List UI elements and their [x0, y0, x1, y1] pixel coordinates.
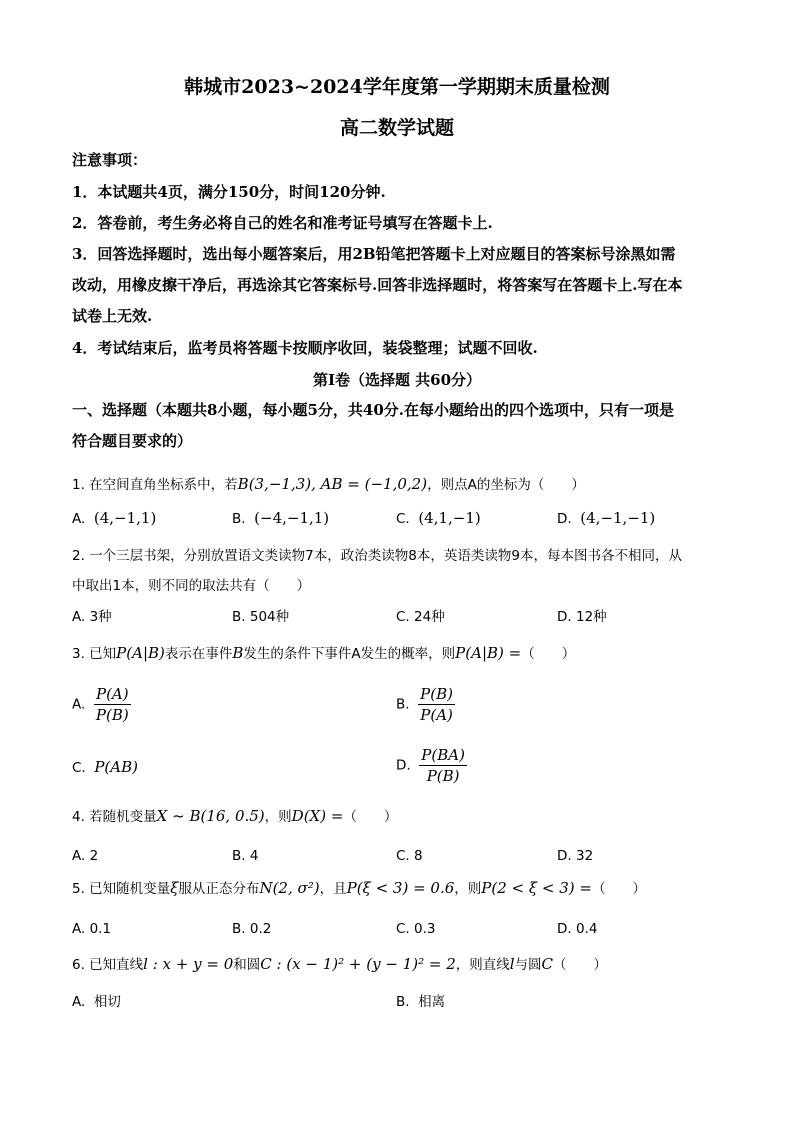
notice-item-4: 4．考试结束后，监考员将答题卡按顺序收回，装袋整理；试题不回收. — [72, 339, 538, 357]
notice-item-2: 2．答卷前，考生务必将自己的姓名和准考证号填写在答题卡上. — [72, 214, 493, 232]
q3-option-c: C. P(AB) — [72, 758, 138, 776]
q6-option-a: A. 相切 — [72, 994, 121, 1010]
q1-option-c: C. (4,1,−1) — [396, 509, 481, 527]
q5-option-a: A. 0.1 — [72, 921, 112, 937]
question-2: 2. 一个三层书架，分别放置语文类读物7本，政治类读物8本，英语类读物9本，每本图书各不相同，从 — [72, 548, 682, 564]
q3-option-d-fraction: $\frac{P(BA)}{P(B)}$ — [421, 746, 465, 785]
q6-option-b: B. 相离 — [396, 994, 446, 1010]
q3-option-b: B. $\frac{P(B)}{P(A)}$ — [396, 685, 453, 724]
q1-math: B(3,−1,3), AB = (−1,0,2) — [237, 475, 428, 493]
part1-heading: 第Ⅰ卷（选择题 共60分） — [312, 371, 482, 389]
notice-item-3-cont2: 试卷上无效. — [72, 307, 153, 325]
q2-option-b: B. 504种 — [232, 609, 290, 625]
q3-option-a-fraction: $\frac{P(A)}{P(B)}$ — [95, 685, 129, 724]
notice-item-1: 1．本试题共4页，满分150分，时间120分钟. — [72, 183, 386, 201]
notice-item-3: 3．回答选择题时，选出每小题答案后，用2B铅笔把答题卡上对应题目的答案标号涂黑如需 — [72, 245, 676, 263]
q5-option-c: C. 0.3 — [396, 921, 436, 937]
q5-option-b: B. 0.2 — [232, 921, 272, 937]
q2-option-d: D. 12种 — [557, 609, 607, 625]
question-6: 6. 已知直线l : x + y = 0和圆C : (x − 1)² + (y − 1)² = 2，则直线l与圆C（ ） — [72, 955, 608, 973]
q1-option-a: A. (4,−1,1) — [72, 509, 157, 527]
q1-suffix: ，则点A的坐标为（ ） — [427, 477, 585, 493]
notice-item-3-cont: 改动，用橡皮擦干净后，再选涂其它答案标号.回答非选择题时，将答案写在答题卡上.写在本 — [72, 276, 683, 294]
q1-option-b: B. (−4,−1,1) — [232, 509, 330, 527]
question-5: 5. 已知随机变量ξ服从正态分布N(2, σ²)，且P(ξ < 3) = 0.6，则P(2 < ξ < 3) =（ ） — [72, 879, 646, 897]
q4-option-b: B. 4 — [232, 848, 259, 864]
exam-subtitle: 高二数学试题 — [339, 117, 454, 139]
question-4: 4. 若随机变量X ~ B(16, 0.5)，则D(X) =（ ） — [72, 807, 398, 825]
q3-option-a: A. $\frac{P(A)}{P(B)}$ — [72, 685, 129, 724]
q1-option-d: D. (4,−1,−1) — [557, 509, 656, 527]
exam-title: 韩城市2023~2024学年度第一学期期末质量检测 — [184, 76, 610, 98]
q3-option-b-fraction: $\frac{P(B)}{P(A)}$ — [420, 685, 453, 724]
q4-option-c: C. 8 — [396, 848, 423, 864]
question-3: 3. 已知P(A|B)表示在事件B发生的条件下事件A发生的概率，则P(A|B) =（ ） — [72, 644, 576, 662]
section-instructions-cont: 符合题目要求的） — [72, 432, 193, 450]
q3-option-d: D. $\frac{P(BA)}{P(B)}$ — [396, 746, 465, 785]
q1-prefix: 1. 在空间直角坐标系中，若 — [72, 477, 238, 493]
q4-option-a: A. 2 — [72, 848, 99, 864]
q2-option-c: C. 24种 — [396, 609, 445, 625]
q5-option-d: D. 0.4 — [557, 921, 598, 937]
question-1 — [72, 474, 728, 495]
notice-heading: 注意事项： — [72, 151, 148, 169]
section-instructions: 一、选择题（本题共8小题，每小题5分，共40分.在每小题给出的四个选项中，只有一项是 — [72, 401, 674, 419]
q4-option-d: D. 32 — [557, 848, 594, 864]
question-2-cont: 中取出1本，则不同的取法共有（ ） — [72, 578, 311, 594]
q2-option-a: A. 3种 — [72, 609, 112, 625]
